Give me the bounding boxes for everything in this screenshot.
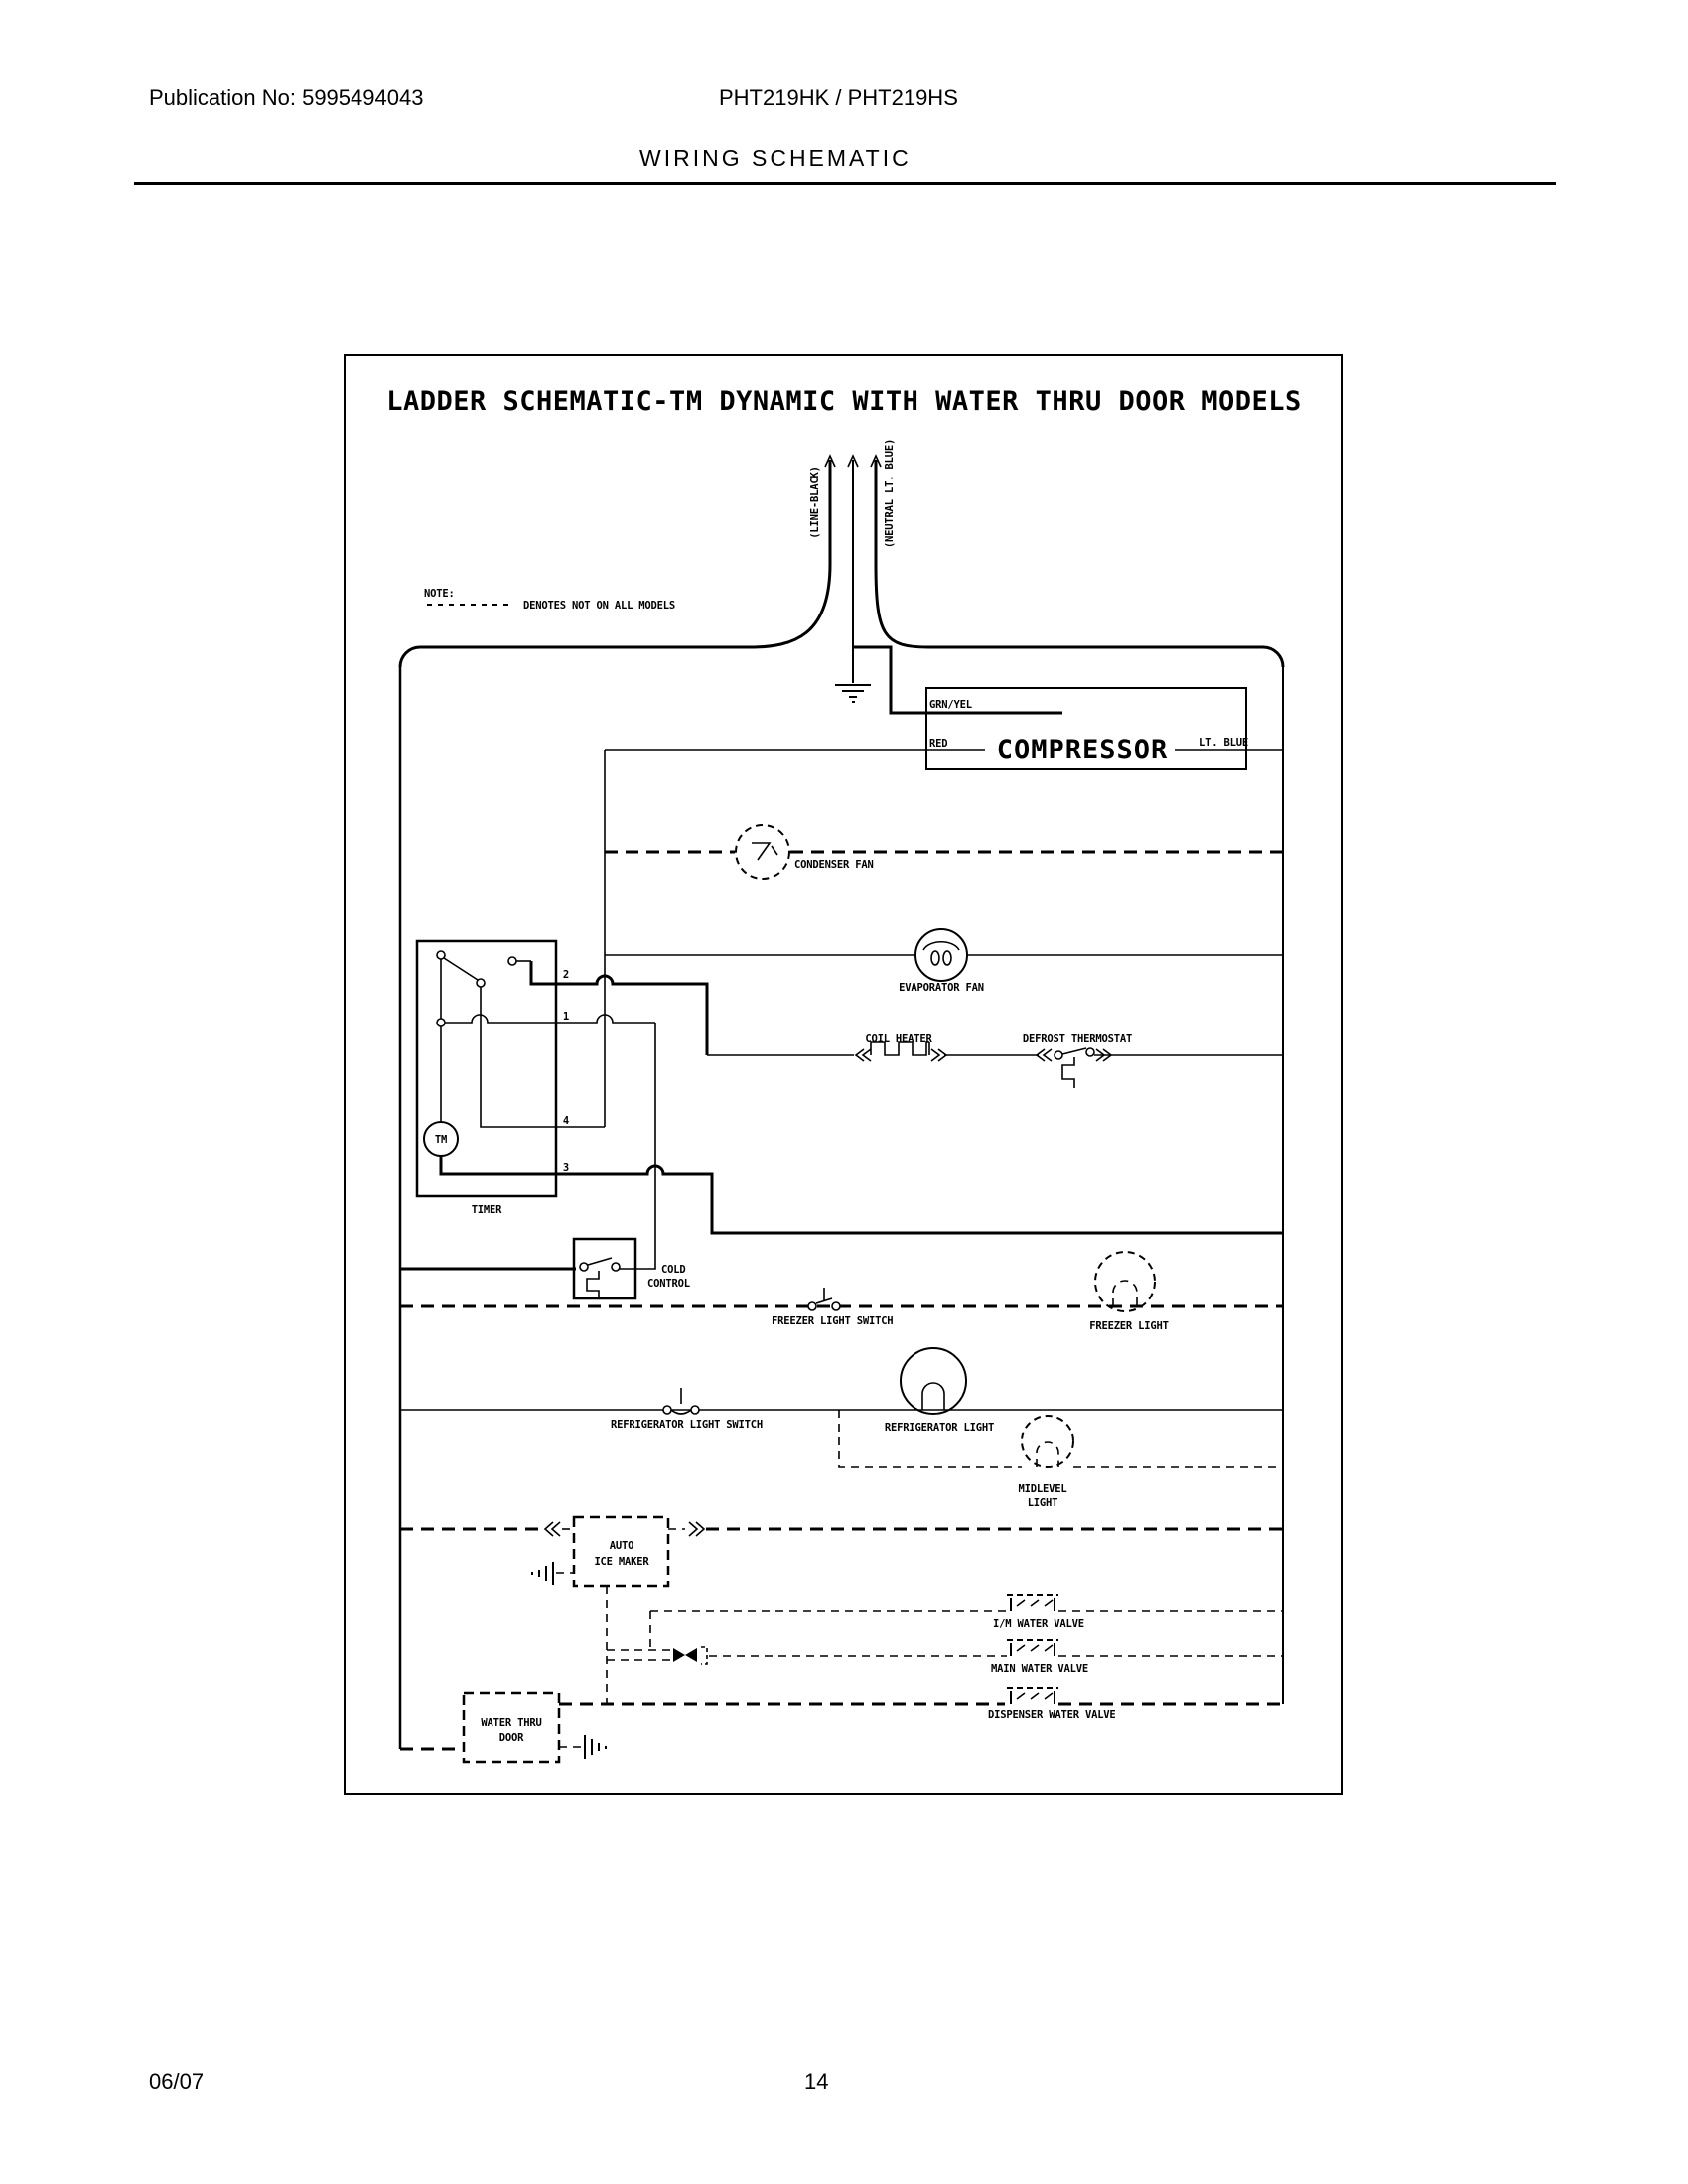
schematic-border: [345, 355, 1342, 1794]
lt-blue-label: LT. BLUE: [1199, 737, 1248, 749]
timer-label: TIMER: [471, 1204, 502, 1216]
footer-page-number: 14: [804, 2069, 829, 2094]
line-black-label: (LINE-BLACK): [809, 466, 821, 539]
compressor: [605, 647, 1283, 769]
timer-motor-label: TM: [434, 1134, 448, 1146]
footer-date: 06/07: [149, 2069, 205, 2094]
refrigerator-light-icon: [901, 1348, 966, 1414]
coil-heater-label: COIL HEATER: [865, 1033, 932, 1045]
condenser-fan-icon: [736, 825, 789, 879]
wiring-schematic-figure: [338, 347, 1350, 1802]
note-label: NOTE:: [424, 588, 455, 600]
condenser-fan-row: [605, 825, 1283, 879]
freezer-light-label: FREEZER LIGHT: [1089, 1320, 1169, 1332]
main-water-valve-icon: [1007, 1640, 1058, 1656]
terminal-4: 4: [562, 1115, 569, 1127]
defrost-thermostat-icon: [1055, 1048, 1094, 1088]
dispenser-water-valve-label: DISPENSER WATER VALVE: [988, 1709, 1116, 1721]
cold-control: [400, 1023, 690, 1298]
wire-1: [445, 1015, 655, 1023]
header-rule: [134, 182, 1556, 185]
refrigerator-light-switch-label: REFRIGERATOR LIGHT SWITCH: [611, 1419, 764, 1431]
dispenser-water-valve-icon: [1007, 1688, 1058, 1704]
arrow-left-icon: [856, 1049, 871, 1061]
switch-blade: [444, 958, 478, 980]
defrost-timer: [417, 941, 1283, 1233]
im-water-valve-icon: [1007, 1595, 1058, 1611]
terminal-2: 2: [562, 969, 569, 981]
schematic-title: LADDER SCHEMATIC-TM DYNAMIC WITH WATER THRU DOOR MODELS: [386, 386, 1302, 417]
wire-4: [481, 987, 605, 1127]
red-label: RED: [929, 738, 948, 750]
note-text: DENOTES NOT ON ALL MODELS: [523, 600, 676, 612]
neutral-label: (NEUTRAL LT. BLUE): [884, 438, 896, 549]
condenser-fan-label: CONDENSER FAN: [794, 859, 874, 871]
main-water-valve-label: MAIN WATER VALVE: [991, 1663, 1088, 1675]
auto-ice-maker-label-1: AUTO: [609, 1540, 634, 1552]
freezer-light-switch-label: FREEZER LIGHT SWITCH: [772, 1315, 894, 1327]
arrow-right-icon: [931, 1049, 946, 1061]
refrigerator-light-row: [400, 1348, 1283, 1509]
arrow-right-icon: [689, 1522, 704, 1536]
water-thru-door-label-1: WATER THRU: [481, 1717, 542, 1729]
compressor-label: COMPRESSOR: [996, 735, 1169, 765]
terminal-3: 3: [562, 1162, 569, 1174]
terminal-1: 1: [562, 1011, 569, 1023]
im-water-valve-label: I/M WATER VALVE: [993, 1618, 1084, 1630]
connector-icon: [673, 1647, 707, 1664]
water-valve-rows: [559, 1595, 1283, 1721]
freezer-light-icon: [1095, 1252, 1155, 1311]
defrost-heater-row: [707, 1033, 1283, 1088]
arrow-left-icon: [545, 1522, 560, 1536]
cold-control-label-1: COLD: [661, 1264, 686, 1276]
arrow-left-icon: [1037, 1049, 1052, 1061]
water-thru-door-label-2: DOOR: [498, 1732, 524, 1744]
evaporator-fan-label: EVAPORATOR FAN: [899, 982, 984, 994]
switch-blade: [588, 1258, 612, 1265]
ground-icon: [532, 1562, 574, 1585]
midlevel-light-label-1: MIDLEVEL: [1018, 1483, 1067, 1495]
midlevel-light-label-2: LIGHT: [1027, 1497, 1058, 1509]
publication-number: Publication No: 5995494043: [149, 85, 424, 110]
ground-icon: [559, 1735, 606, 1759]
note-legend: [424, 588, 675, 612]
midlevel-light-icon: [1022, 1416, 1073, 1467]
wire-2: [531, 961, 707, 1055]
auto-ice-maker-label-2: ICE MAKER: [594, 1556, 649, 1568]
auto-ice-maker-box: [574, 1517, 668, 1586]
grn-yel-label: GRN/YEL: [929, 699, 972, 711]
ice-maker-row: [400, 1517, 1283, 1704]
evaporator-fan-icon: [915, 929, 967, 981]
cold-control-label-2: CONTROL: [647, 1278, 690, 1290]
power-supply: [400, 439, 1283, 702]
refrigerator-light-label: REFRIGERATOR LIGHT: [884, 1422, 995, 1433]
ground-icon: [835, 685, 871, 702]
freezer-light-row: [400, 1252, 1283, 1332]
page-title: WIRING SCHEMATIC: [639, 145, 912, 171]
water-thru-door: [400, 1693, 606, 1762]
model-number: PHT219HK / PHT219HS: [719, 85, 958, 110]
defrost-thermostat-label: DEFROST THERMOSTAT: [1022, 1033, 1133, 1045]
